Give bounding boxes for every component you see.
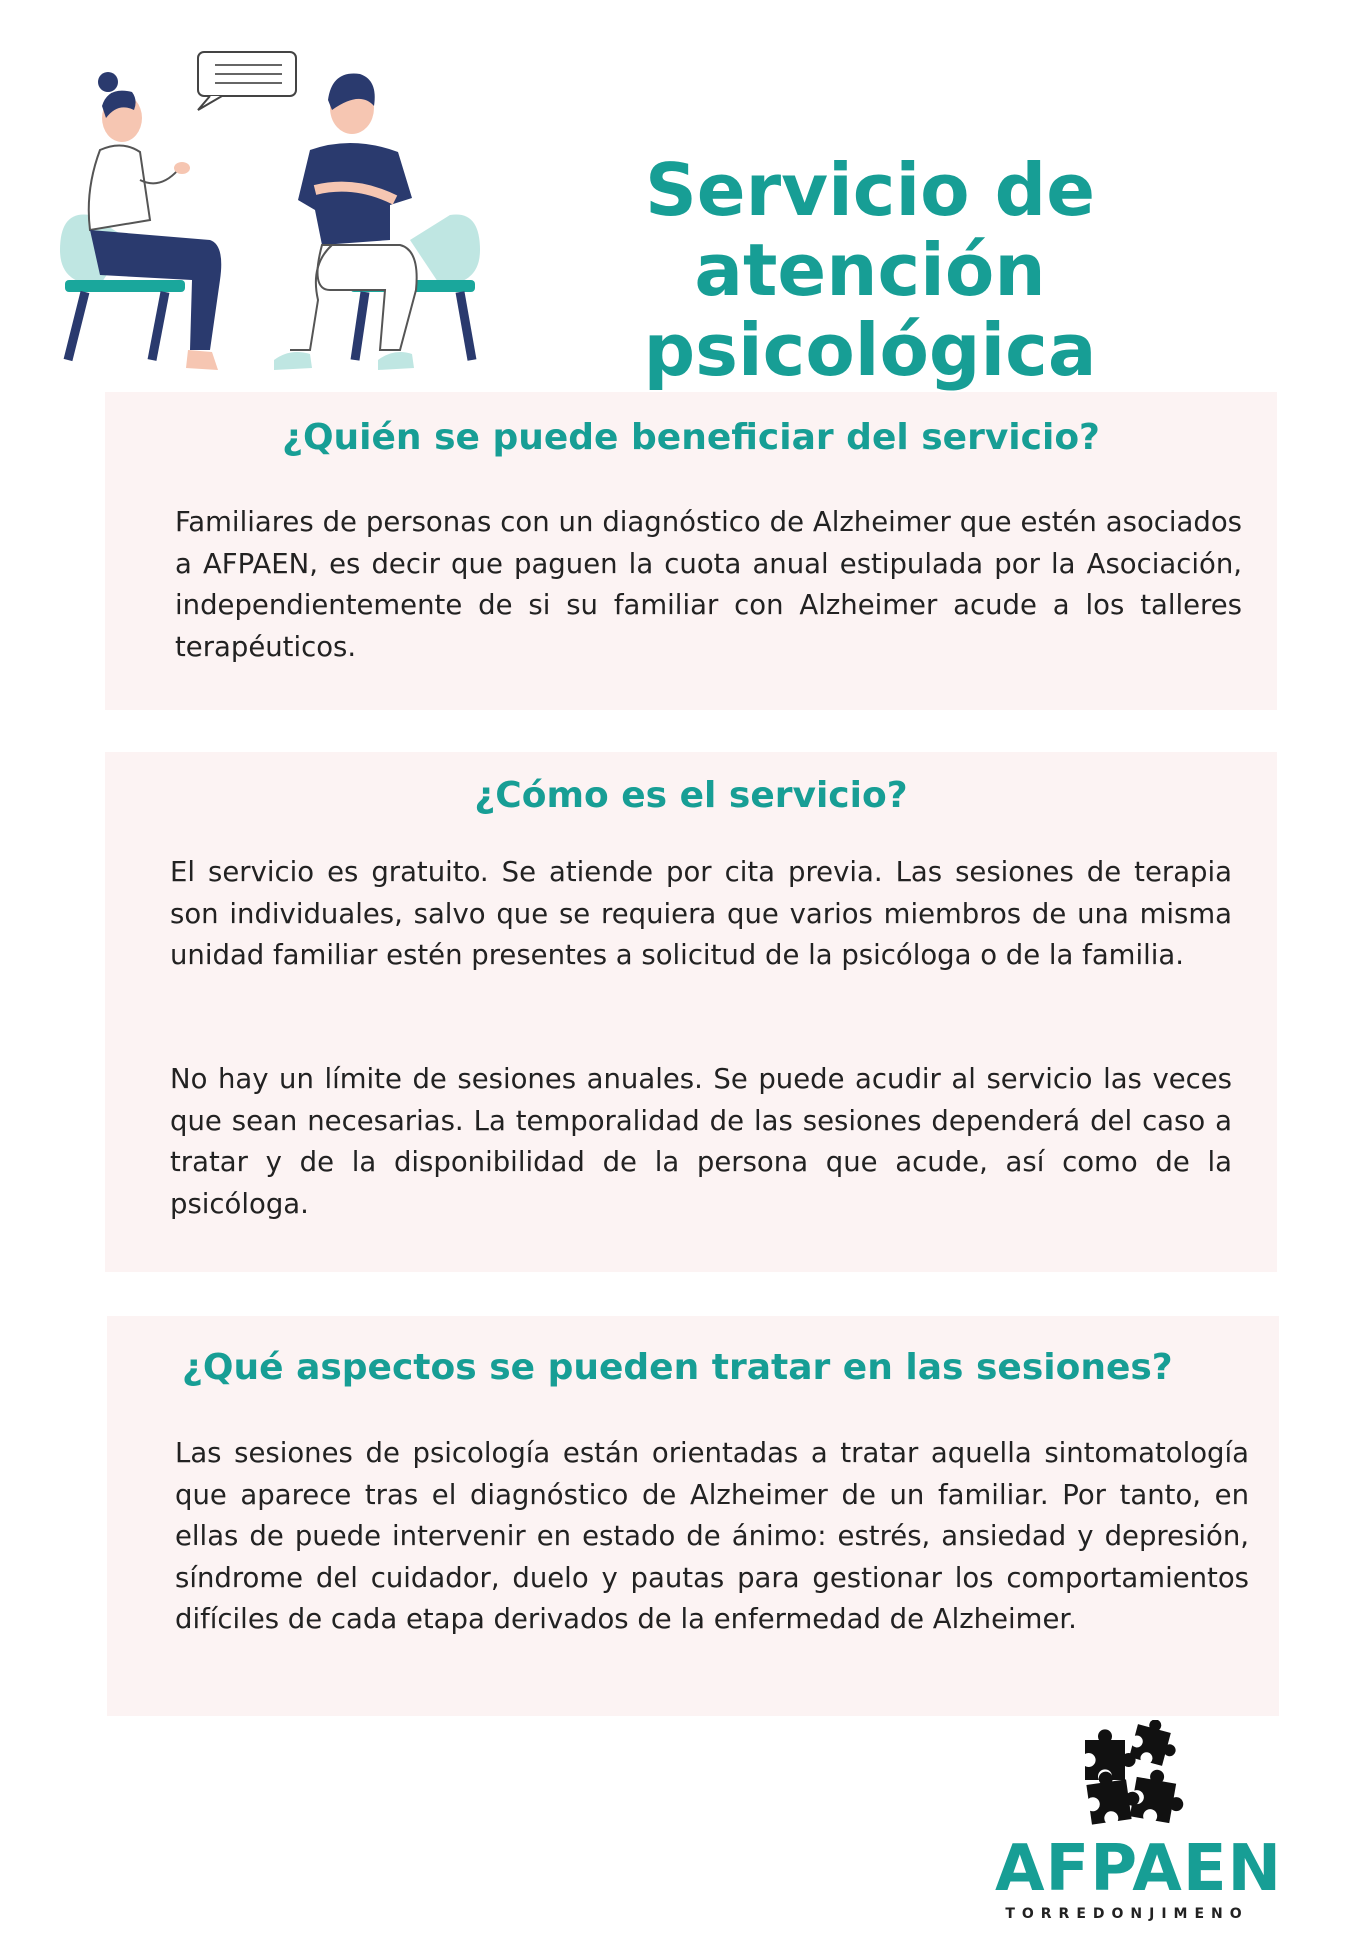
section-heading: ¿Qué aspectos se pueden tratar en las sesiones? — [182, 1347, 1173, 1388]
section-heading: ¿Quién se puede beneficiar del servicio? — [282, 417, 1100, 458]
section-heading: ¿Cómo es el servicio? — [474, 775, 908, 816]
man-figure-icon — [274, 74, 417, 370]
page-title — [470, 150, 1270, 390]
counseling-illustration-icon — [60, 40, 480, 390]
speech-bubble-icon — [198, 52, 296, 110]
section-paragraph: El servicio es gratuito. Se atiende por cita previa. Las sesiones de terapia son individuales, salvo que se requiera que varios miembros de una misma unidad familiar estén presentes a solicitud de la psicóloga o de la familia. — [170, 856, 1232, 971]
section-paragraph: No hay un límite de sesiones anuales. Se puede acudir al servicio las veces que sean necesarias. La temporalidad de las sesiones dependerá del caso a tratar y de la disponibilidad de la persona que acude, así como de la psicóloga. — [170, 1063, 1232, 1220]
page-title-line-2: psicológica — [643, 308, 1097, 392]
logo-name: AFPAEN — [995, 1832, 1283, 1906]
section-paragraph: Las sesiones de psicología están orientadas a tratar aquella sintomatología que aparece tras el diagnóstico de Alzheimer de un familiar. Por tanto, en ellas de puede intervenir en estado de ánimo: estrés, ansiedad y depresión, síndrome del cuidador, duelo y pautas para gestionar los comportamientos difíciles de cada etapa derivados de la enfermedad de Alzheimer. — [175, 1437, 1249, 1635]
section-aspects-treated — [107, 1316, 1279, 1716]
puzzle-pieces-icon — [1075, 1720, 1185, 1830]
section-how-is-service — [105, 752, 1277, 1272]
afpaen-logo — [995, 1720, 1283, 1922]
page-title-line-1: Servicio de atención — [644, 148, 1096, 312]
logo-subtitle: TORREDONJIMENO — [1005, 1906, 1249, 1922]
section-who-can-benefit — [105, 392, 1277, 710]
section-paragraph: Familiares de personas con un diagnóstico de Alzheimer que estén asociados a AFPAEN, es decir que paguen la cuota anual estipulada por la Asociación, independientemente de si su familiar con Alzheimer acude a los talleres terapéuticos. — [175, 506, 1242, 663]
